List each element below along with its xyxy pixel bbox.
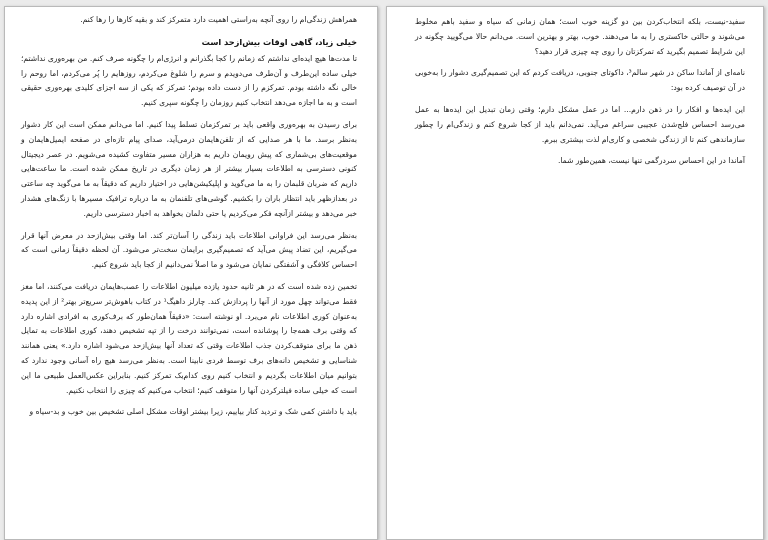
left-page-text — [21, 13, 357, 420]
paragraph: تخمین زده شده است که در هر ثانیه حدود یازده میلیون اطلاعات را عصب‌هایمان دریافت می‌کنند، اما مغز فقط می‌تواند چهل مورد از آنها را پردازش کند. چارلز داهیگ¹ در کتاب باهوش‌تر سریع‌تر بهتر² از این پدیده به‌عنوان کوری اطلاعات نام می‌برد. او نوشته است: «دقیقاً همان‌طور که برف‌کوری به افرادی اشاره دارد که وقتی برف همه‌جا را پوشانده است، نمی‌توانند درخت را از تپه تشخیص دهند، کوری اطلاعات به تمایل ذهن ما برای متوقف‌کردن جذب اطلاعات وقتی که تعداد آنها بیش‌ازحد می‌شود اشاره دارد.» یعنی همانند شناسایی و تشخیص دانه‌های برف توسط فردی نابینا است. به‌نظر می‌رسد هیچ راه آسانی وجود ندارد که بتوانیم میان اطلاعات بگردیم و انتخاب کنیم روی کدام‌یک تمرکز کنیم. بنابراین عکس‌العمل طبیعی ما این است که خیلی ساده فیلترکردن آنها را متوقف کنیم؛ انتخاب می‌کنیم که چیزی را انتخاب نکنیم. — [21, 281, 357, 395]
right-page-text — [415, 15, 745, 169]
paragraph: به‌نظر می‌رسد این فراوانی اطلاعات باید زندگی را آسان‌تر کند. اما وقتی بیش‌ازحد در معرض آنها قرار می‌گیریم، این تضاد پیش می‌آید که تصمیم‌گیری برایمان سخت‌تر می‌شود. آن لحظه دقیقاً زمانی است که احساس کلافگی و آشفتگی نمایان می‌شود و ما اصلاً نمی‌دانیم از کجا باید شروع کنیم. — [21, 230, 357, 270]
section-heading: خیلی زیاد، گاهی اوقات بیش‌ازحد است — [201, 36, 357, 47]
paragraph: نامه‌ای از آماندا ساکن در شهر سالم³، داکوتای جنوبی، دریافت کردم که این تصمیم‌گیری دشوار را به‌خوبی در آن توصیف کرده بود: — [415, 68, 745, 93]
right-page — [386, 6, 764, 540]
paragraph: برای رسیدن به بهره‌وری واقعی باید بر تمرکزمان تسلط پیدا کنیم. اما می‌دانم ممکن است این کار دشوار به‌نظر برسد. ما با هر صدایی که از تلفن‌هایمان درمی‌آید، صدای پیام تازه‌ای در صفحه ایمیل‌هایمان و موقعیت‌های بی‌شماری که پیش رویمان داریم به هزاران مسیر متفاوت کشیده می‌شویم. در عصر دیجیتال کنونی دسترسی به اطلاعات بسیار بیشتر از هر زمان دیگری در تاریخ ممکن شده است. ما ساعت‌هایی داریم که ضربان قلبمان را به ما می‌گوید و اپلیکیشن‌هایی در اختیار داریم که دقیقاً به ما می‌گوید چه ساعتی در بعدازظهر باید انتظار باران را بکشیم. گوشی‌های تلفنمان به ما درباره ترافیک مسیرها با زنگ‌های هشدار خبر می‌دهد و بیشتر ازآنچه فکر می‌کردیم یا حتی دلمان بخواهد به اخبار دسترسی داریم. — [21, 119, 357, 218]
paragraph: آماندا در این احساس سردرگمی تنها نیست، همین‌طور شما. — [557, 156, 745, 166]
paragraph: سفید-نیست، بلکه انتخاب‌کردن بین دو گزینه خوب است؛ همان زمانی که سیاه و سفید باهم مخلوط می‌شوند و حالتی خاکستری را به ما می‌دهند. خوب، بهتر و بهترین است. می‌دانم حالا می‌گویید چگونه در این شرایط تصمیم بگیرید که تمرکزتان را روی چه چیزی قرار دهید؟ — [415, 17, 745, 56]
paragraph: تا مدت‌ها هیچ ایده‌ای نداشتم که زمانم را کجا بگذرانم و انرژی‌ام را چگونه صرف کنم. من بهره‌وری نداشتم؛ خیلی ساده این‌طرف و آن‌طرف می‌دویدم و سرم را شلوغ می‌کردم، روزهایم را پُر می‌کردم، اما روحم را خالی نگه داشته بودم. تمرکزم را از دست داده بودم؛ تمرکز که یکی از سه اجزای کلیدی بهره‌وری حقیقی است و به ما اجازه می‌دهد انتخاب کنیم روزمان را چگونه سپری کنیم. — [21, 53, 357, 108]
intro-paragraph: همراهش زندگی‌ام را روی آنچه به‌راستی اهمیت دارد متمرکز کند و بقیه کارها را رها کنم. — [80, 15, 357, 24]
quote-paragraph: این ایده‌ها و افکار را در ذهن دارم... اما در عمل مشکل دارم؛ وقتی زمان تبدیل این ایده‌ها به عمل می‌رسد احساس فلج‌شدن عجیبی سراغم می‌آید. نمی‌دانم باید از کجا شروع کنم و زندگی‌ام را چطور سازماندهی کنم تا از زندگی شخصی و کاری‌ام لذت بیشتری ببرم. — [415, 104, 745, 144]
paragraph: باید با داشتن کمی شک و تردید کنار بیاییم، زیرا بیشتر اوقات مشکل اصلی تشخیص بین خوب و بد-سیاه و — [29, 407, 357, 417]
left-page — [4, 6, 378, 540]
